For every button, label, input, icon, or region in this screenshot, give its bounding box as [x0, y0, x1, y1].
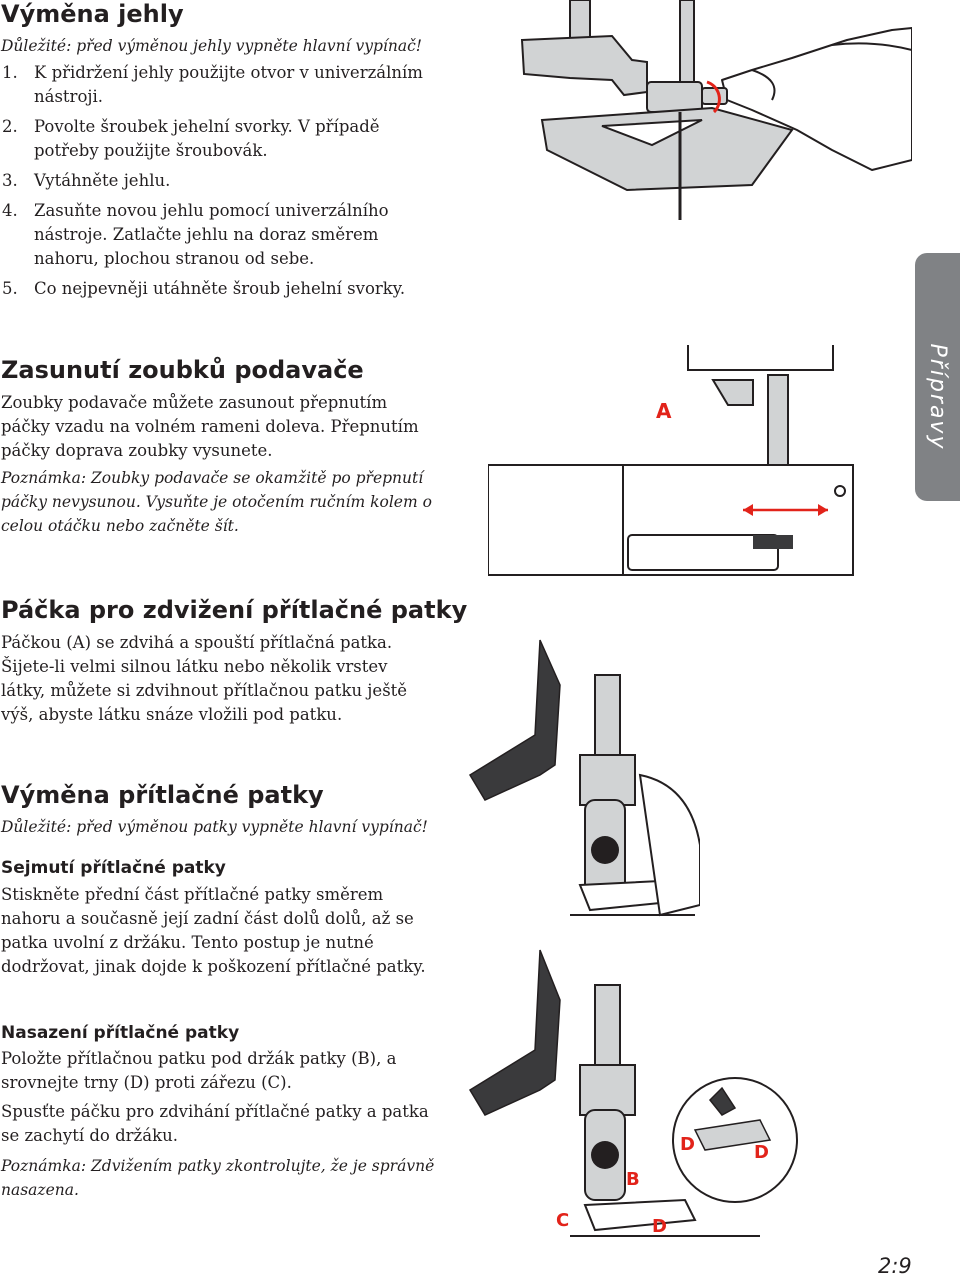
label-d1: D: [680, 1134, 695, 1155]
needle-step: 1. K přidržení jehly použijte otvor v univerzálním nástroji.: [2, 63, 423, 106]
feed-dogs-section-title: Zasunutí zoubků podavače: [1, 356, 364, 384]
remove-foot-body: Stiskněte přední část přítlačné patky směrem nahoru a současně její zadní část dolů dolů, až se patka uvolní z držáku. Tento postup je nutné dodržovat, jinak dojde k poškození přítlačné patky.: [1, 885, 426, 976]
attach-foot-body-2: Spusťte páčku pro zdvihání přítlačné patky a patka se zachytí do držáku.: [1, 1102, 429, 1145]
lever-body: Páčkou (A) se zdvihá a spouští přítlačná patka. Šijete-li velmi silnou látku nebo několik vrstev látky, můžete si zdvihnout přítlačnou patku ještě výš, abyste látku snáze vložili pod patku.: [1, 633, 408, 724]
foot-section-title: Výměna přítlačné patky: [1, 781, 324, 809]
label-c: C: [556, 1210, 570, 1231]
page-number: 2:9: [878, 1254, 912, 1278]
needle-step: 3. Vytáhněte jehlu.: [2, 171, 171, 190]
needle-step: 5. Co nejpevněji utáhněte šroub jehelní svorky.: [2, 279, 406, 298]
needle-steps-list: [1, 61, 441, 307]
remove-foot-subtitle: Sejmutí přítlačné patky: [1, 858, 226, 878]
feed-dogs-note: Poznámka: Zoubky podavače se okamžitě po přepnutí páčky nevysunou. Vysuňte je otočením ručním kolem o celou otáčku nebo začněte šít.: [1, 469, 432, 535]
label-b: B: [626, 1169, 640, 1190]
chapter-side-tab: [915, 253, 960, 501]
needle-change-illustration: [452, 0, 912, 300]
label-d3: D: [652, 1216, 667, 1237]
needle-step: 2. Povolte šroubek jehelní svorky. V případě potřeby použijte šroubovák.: [2, 117, 380, 160]
attach-foot-body-1: Položte přítlačnou patku pod držák patky (B), a srovnejte trny (D) proti zářezu (C).: [1, 1049, 397, 1092]
feed-dogs-body: Zoubky podavače můžete zasunout přepnutím páčky vzadu na volném rameni doleva. Přepnutím páčky doprava zoubky vysunete.: [1, 393, 419, 460]
needle-section-title: Výměna jehly: [1, 0, 184, 28]
label-d2: D: [754, 1142, 769, 1163]
lever-section-title: Páčka pro zdvižení přítlačné patky: [1, 596, 468, 624]
attach-foot-illustration: [460, 940, 800, 1245]
label-a: A: [656, 399, 672, 423]
needle-step: 4. Zasuňte novou jehlu pomocí univerzálního nástroje. Zatlačte jehlu na doraz směrem nahoru, plochou stranou od sebe.: [2, 201, 389, 268]
foot-important-note: Důležité: před výměnou patky vypněte hlavní vypínač!: [1, 818, 428, 836]
attach-foot-note: Poznámka: Zdvižením patky zkontrolujte, že je správně nasazena.: [1, 1157, 435, 1199]
attach-foot-subtitle: Nasazení přítlačné patky: [1, 1023, 240, 1043]
chapter-side-tab-label: Přípravy: [925, 343, 950, 451]
needle-important-note: Důležité: před výměnou jehly vypněte hlavní vypínač!: [1, 37, 423, 55]
presser-lever-illustration: [460, 625, 700, 935]
feed-dogs-illustration: [488, 345, 863, 585]
